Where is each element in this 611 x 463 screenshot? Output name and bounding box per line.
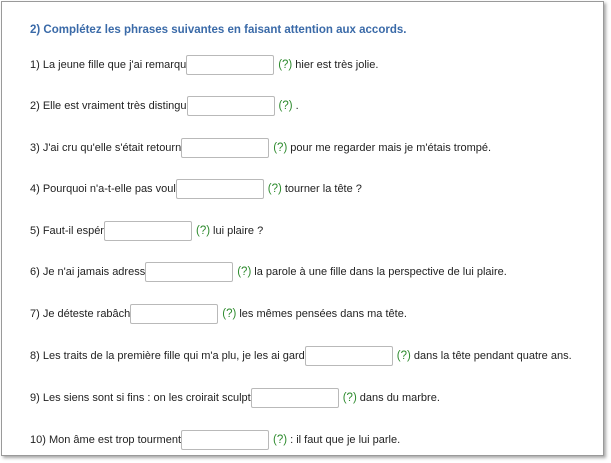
answer-input-3[interactable] <box>181 138 269 158</box>
hint-button-7[interactable]: (?) <box>222 308 237 320</box>
hint-button-2[interactable]: (?) <box>278 100 293 112</box>
sentence-text-after: : il faut que je lui parle. <box>290 434 401 446</box>
answer-input-9[interactable] <box>251 388 339 408</box>
answer-input-6[interactable] <box>145 262 233 282</box>
sentence-text-after: hier est très jolie. <box>295 59 379 71</box>
hint-button-5[interactable]: (?) <box>195 225 211 237</box>
hint-button-1[interactable]: (?) <box>278 59 293 71</box>
exercise-panel <box>1 1 604 456</box>
answer-input-1[interactable] <box>186 55 274 75</box>
sentence-text-before: 7) Je déteste rabâch <box>30 308 131 320</box>
sentence-row-7 <box>30 302 407 326</box>
sentence-row-9 <box>30 386 440 410</box>
exercise-title: 2) Complétez les phrases suivantes en faisant attention aux accords. <box>30 24 407 36</box>
sentence-text-after: les mêmes pensées dans ma tête. <box>239 308 407 320</box>
sentence-row-3 <box>30 136 491 160</box>
answer-input-4[interactable] <box>176 179 264 199</box>
sentence-text-before: 6) Je n'ai jamais adress <box>30 266 146 278</box>
sentence-text-before: 2) Elle est vraiment très distingu <box>30 100 187 112</box>
sentence-text-before: 10) Mon âme est trop tourment <box>30 434 182 446</box>
hint-button-4[interactable]: (?) <box>267 183 282 195</box>
sentence-row-1 <box>30 53 378 77</box>
sentence-text-before: 5) Faut-il espér <box>30 225 104 237</box>
sentence-text-after: lui plaire ? <box>213 225 264 237</box>
answer-input-8[interactable] <box>305 346 393 366</box>
answer-input-7[interactable] <box>130 304 218 324</box>
answer-input-5[interactable] <box>104 221 192 241</box>
sentence-text-after: tourner la tête ? <box>284 183 362 195</box>
sentence-row-2 <box>30 94 299 118</box>
sentence-text-before: 9) Les siens sont si fins : on les croirait sculpt <box>30 392 251 404</box>
hint-button-8[interactable]: (?) <box>396 350 411 362</box>
hint-button-10[interactable]: (?) <box>273 434 288 446</box>
sentence-row-4 <box>30 177 362 201</box>
sentence-row-5 <box>30 219 263 243</box>
sentence-text-before: 3) J'ai cru qu'elle s'était retourn <box>30 142 182 154</box>
answer-input-10[interactable] <box>181 430 269 450</box>
sentence-text-before: 4) Pourquoi n'a-t-elle pas voul <box>30 183 176 195</box>
sentence-text-after: dans du marbre. <box>359 392 440 404</box>
sentence-text-after: . <box>295 100 299 112</box>
sentence-row-6 <box>30 260 507 284</box>
sentence-text-after: pour me regarder mais je m'étais trompé. <box>290 142 492 154</box>
sentence-text-before: 8) Les traits de la première fille qui m'a plu, je les ai gard <box>30 350 305 362</box>
hint-button-3[interactable]: (?) <box>273 142 288 154</box>
sentence-text-after: dans la tête pendant quatre ans. <box>413 350 572 362</box>
hint-button-6[interactable]: (?) <box>237 266 252 278</box>
hint-button-9[interactable]: (?) <box>342 392 357 404</box>
sentence-text-before: 1) La jeune fille que j'ai remarqu <box>30 59 187 71</box>
answer-input-2[interactable] <box>187 96 275 116</box>
sentence-text-after: la parole à une fille dans la perspective de lui plaire. <box>254 266 507 278</box>
sentence-row-10 <box>30 428 400 452</box>
sentence-row-8 <box>30 344 572 368</box>
